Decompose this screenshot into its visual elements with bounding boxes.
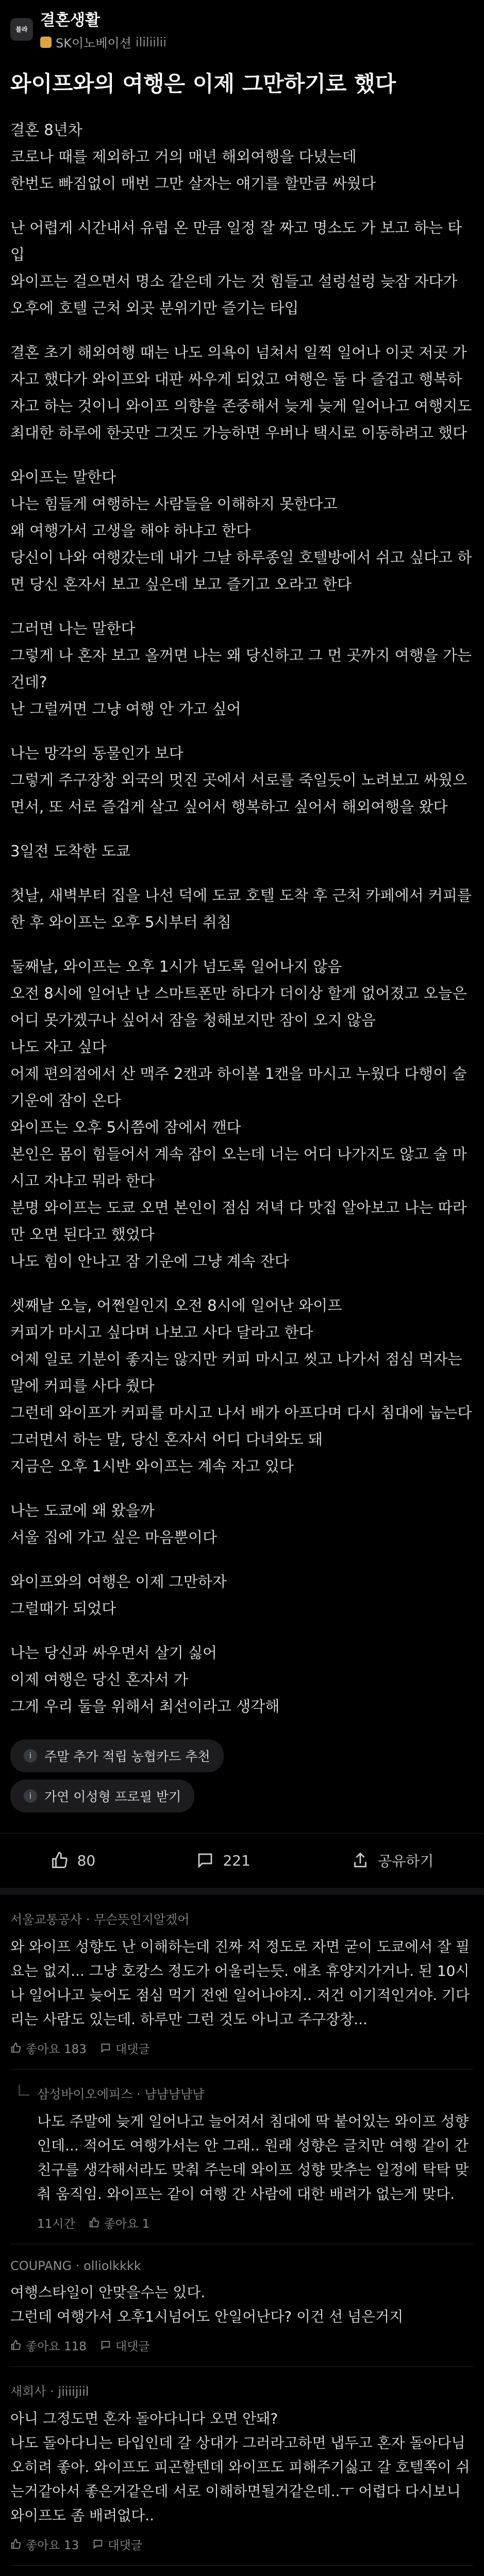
header-text [40,7,166,51]
post-paragraph: 와이프는 말한다 나는 힘들게 여행하는 사람들을 이해하지 못한다고 왜 여행가서 고생을 해야 하냐고 한다 당신이 나와 여행갔는데 내가 그날 하루종일 호텔방에서 쉬고 싶다고 하면 당신 혼자서 보고 싶은데 보고 즐기고 오라고 한다 [10,468,472,593]
comment-like-button[interactable] [10,2536,79,2553]
comment-icon [196,1851,214,1870]
thumbs-up-icon [10,2538,22,2550]
thumbs-up-icon [89,2217,100,2228]
comment-text: 아니 그정도면 혼자 돌아다니다 오면 안돼? 나도 돌아다니는 타입인데 갈 상대가 그러라고하면 냅두고 혼자 돌아다님 오히려 좋아. 와이프도 피곤할텐데 와이프도 피해주기싫고 갈 호텔쪽이 쉬는거같아서 좋은거같은데 서로 이해하면될거같은데..ㅜ 어렵다 다시보니 와이프도 좀 배려없다.. [10,2410,470,2524]
comment-meta [37,2214,474,2231]
comment-reply-button[interactable] [100,2337,150,2354]
comment-icon [100,2042,111,2054]
ad-chip-label: 주말 추가 적립 농협카드 추천 [44,1749,210,1764]
author-nickname[interactable]: ililiilii [135,35,166,49]
post-paragraph: 결혼 8년차 코로나 때를 제외하고 거의 매년 해외여행을 다녔는데 한번도 빠짐없이 매번 그만 살자는 얘기를 할만큼 싸웠다 [10,121,376,192]
comment-item [10,2367,474,2566]
like-button[interactable] [51,1851,96,1870]
comment-list [0,1895,484,2576]
post-paragraph: 둘째날, 와이프는 오후 1시가 넘도록 일어나지 않음 오전 8시에 일어난 난 스마트폰만 하다가 더이상 할게 없어졌고 오늘은 어디 못가겠구나 싶어서 잠을 청해보지만 잠이 오지 않음 나도 자고 싶다 어제 편의점에서 산 맥주 2캔과 하이볼 1캔을 마시고 누웠다 다행이 술 기운에 잠이 온다 와이프는 오후 5시쯤에 잠에서 깬다 본인은 몸이 힘들어서 계속 잠이 오는데 너는 어디 나가지도 않고 술 마시고 자냐고 뭐라 한다 분명 와이프는 도쿄 오면 본인이 점심 저녁 다 맛집 알아보고 나는 따라만 오면 된다고 했었다 나도 힘이 안나고 잠 기운에 그냥 계속 잔다 [10,957,467,1270]
info-icon: i [24,1789,37,1803]
comment-time: 11시간 [37,2217,75,2231]
comment-reply-label: 대댓글 [115,2340,150,2353]
thumbs-up-icon [51,1851,69,1870]
author-line [40,33,166,51]
ad-chip[interactable] [10,1780,194,1812]
post-paragraph: 난 어렵게 시간내서 유럽 온 만큼 일정 잘 짜고 명소도 가 보고 하는 타입 와이프는 걸으면서 명소 같은데 가는 것 힘들고 설렁설렁 늦잠 자다가 오후에 호텔 근처 외곳 분위기만 즐기는 타입 [10,218,462,317]
post-paragraph: 첫날, 새벽부터 집을 나선 덕에 도쿄 호텔 도착 후 근처 카페에서 커피를 한 후 와이프는 오후 5시부터 취침 [10,886,472,931]
comment-reply-label: 대댓글 [108,2538,142,2552]
comment-like-count: 좋아요 183 [26,2042,87,2056]
post-paragraph: 3일전 도착한 도쿄 [10,842,130,860]
comment-meta [10,2337,474,2354]
comment-like-count: 좋아요 1 [104,2217,150,2231]
post-paragraph: 나는 당신과 싸우면서 살기 싫어 이제 여행은 당신 혼자서 가 그게 우리 둘을 위해서 최선이라고 생각해 [10,1643,280,1715]
like-count: 80 [77,1852,96,1869]
post-paragraph: 나는 도쿄에 왜 왔을까 서울 집에 가고 싶은 마음뿐이다 [10,1501,218,1546]
share-button[interactable] [351,1850,433,1871]
ad-chip[interactable] [10,1739,224,1772]
board-name[interactable]: 결혼생활 [40,11,100,29]
comment-like-count: 좋아요 118 [26,2340,87,2353]
comment-meta [10,2040,474,2057]
comment-author[interactable]: 삼성바이오에피스 · 냠냠냠냠냠 [37,2087,205,2102]
post-title: 와이프와의 여행은 이제 그만하기로 했다 [10,71,396,96]
comment-item [10,2244,474,2367]
post-paragraph: 셋째날 오늘, 어쩐일인지 오전 8시에 일어난 와이프 커피가 마시고 싶다며 나보고 사다 달라고 한다 어제 일로 기분이 좋지는 않지만 커피 마시고 씻고 나가서 점심 먹자는 말에 커피를 사다 줬다 그런데 와이프가 커피를 마시고 나서 배가 아프다며 다시 침대에 눕는다 그러면서 하는 말, 당신 혼자서 어디 다녀와도 돼 지금은 오후 1시반 와이프는 계속 자고 있다 [10,1296,472,1475]
comment-reply-label: 대댓글 [115,2042,150,2056]
info-icon: i [24,1749,37,1762]
comment-author[interactable]: 새회사 · jiiiijiil [10,2384,89,2399]
post-paragraph: 나는 망각의 동물인가 보다 그렇게 주구장창 외국의 멋진 곳에서 서로를 죽일듯이 노려보고 싸웠으면서, 또 서로 즐겁게 살고 싶어서 행복하고 싶어서 해외여행을 왔다 [10,744,468,816]
post-action-bar [0,1833,484,1895]
comment-reply-button[interactable] [92,2536,142,2553]
comment-author[interactable]: 서울교통공사 · 무슨뜻인지알겠어 [10,1912,190,1927]
post-paragraph: 결혼 초기 해외여행 때는 나도 의욕이 넘쳐서 일찍 일어나 이곳 저곳 가자고 했다가 와이프와 대판 싸우게 되었고 여행은 둘 다 즐겁고 행복하자고 하는 것이니 와이프 의향을 존중해서 늦게 늦게 일어나고 여행지도 최대한 하루에 한곳만 그것도 가능하면 우버나 택시로 이동하려고 했다 [10,343,472,442]
post-header [0,0,484,56]
comment-like-button[interactable] [10,2337,87,2354]
comment-reply-item [10,2070,474,2244]
post-body [0,116,484,1720]
comment-item [10,1895,474,2070]
share-label: 공유하기 [378,1853,434,1870]
ad-chips [0,1720,484,1812]
post-paragraph: 그러면 나는 말한다 그렇게 나 혼자 보고 올꺼면 나는 왜 당신하고 그 먼 곳까지 여행을 가는 건데? 난 그럴꺼면 그냥 여행 안 가고 싶어 [10,619,472,718]
post-paragraph: 와이프와의 여행은 이제 그만하자 그럴때가 되었다 [10,1572,227,1617]
comment-button[interactable] [196,1851,250,1870]
comment-icon [100,2340,111,2351]
comment-meta [10,2536,474,2553]
comment-icon [92,2538,104,2550]
comment-text: 와 와이프 성향도 난 이해하는데 진짜 저 정도로 자면 굳이 도쿄에서 잘 필요는 없지... 그냥 호캉스 정도가 어울리는듯. 애초 휴양지가거나. 된 10시나 일어나고 늦어도 점심 먹기 전엔 일어나야지.. 저건 이기적인거야. 기다리는 사람도 있는데. 하루만 그런 것도 아니고 주구장창... [10,1938,470,2028]
author-company: SK이노베이션 [56,36,131,50]
thumbs-up-icon [10,2340,22,2351]
comment-like-count: 좋아요 13 [26,2538,79,2552]
comment-author[interactable]: COUPANG · olliolkkkk [10,2258,141,2273]
company-crest-icon [40,37,52,48]
board-badge[interactable]: 블라 [10,18,33,41]
ad-chip-label: 가연 이성형 프로필 받기 [44,1789,181,1804]
comment-item [10,2566,474,2576]
thumbs-up-icon [10,2042,22,2054]
comment-text: 여행스타일이 안맞을수는 있다. 그런데 여행가서 오후1시넘어도 안일어난다? 이건 선 넘은거지 [10,2283,404,2325]
comment-like-button[interactable] [10,2040,87,2057]
comment-count: 221 [223,1852,251,1869]
comment-reply-button[interactable] [100,2040,150,2057]
comment-text: 나도 주말에 늦게 일어나고 늘어져서 침대에 딱 붙어있는 와이프 성향인데... 적어도 여행가서는 안 그래.. 원래 성향은 글치만 여행 같이 간 친구를 생각해서라도 맞춰 주는데 와이프 성향 맞추는 일정에 탁탁 맞춰 움직임. 와이프는 같이 여행 간 사람에 대한 배려가 없는게 맞다. [37,2112,469,2202]
comment-like-button[interactable] [89,2214,150,2231]
share-icon [351,1851,370,1870]
